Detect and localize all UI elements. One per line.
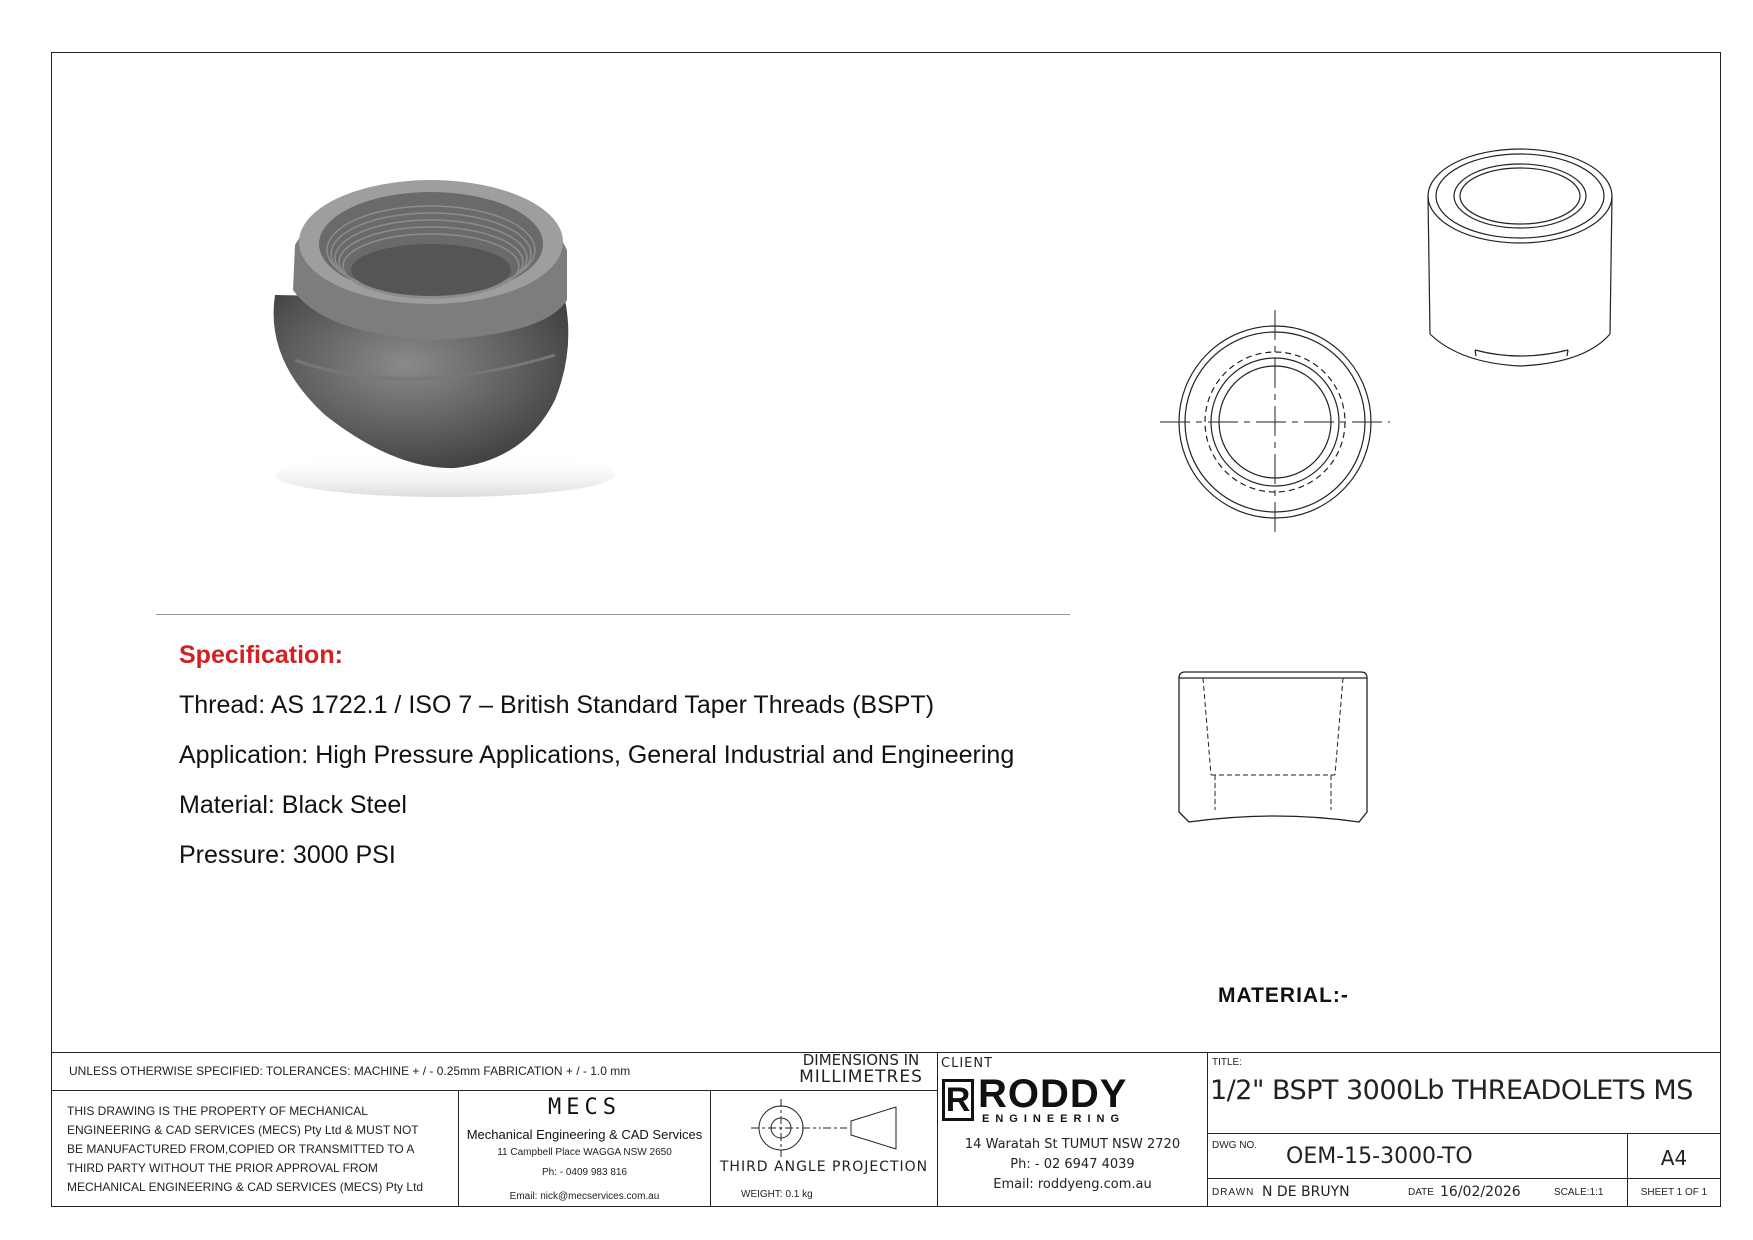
notice-line: ENGINEERING & CAD SERVICES (MECS) Pty Ltd & MUST NOT — [67, 1123, 419, 1137]
projection-label: THIRD ANGLE PROJECTION — [719, 1159, 929, 1175]
sheet-number: SHEET 1 OF 1 — [1640, 1187, 1708, 1198]
mecs-phone: Ph: - 0409 983 816 — [541, 1167, 628, 1178]
sheet-cell — [1627, 1178, 1721, 1207]
client-phone: Ph: - 02 6947 4039 — [1010, 1157, 1135, 1172]
material-label: MATERIAL:- — [1218, 984, 1349, 1007]
mecs-name: Mechanical Engineering & CAD Services — [466, 1127, 703, 1142]
dimensions-line-2: MILLIMETRES — [799, 1067, 923, 1087]
end-view — [1160, 310, 1390, 540]
dwg-number: OEM-15-3000-TO — [1286, 1144, 1473, 1169]
spec-thread: Thread: AS 1722.1 / ISO 7 – British Standard Taper Threads (BSPT) — [179, 691, 935, 719]
notice-line: MECHANICAL ENGINEERING & CAD SERVICES (MECS) Pty Ltd — [67, 1180, 424, 1194]
roddy-logo-mark: R — [942, 1079, 974, 1121]
mecs-email: Email: nick@mecservices.com.au — [509, 1191, 660, 1202]
spec-pressure: Pressure: 3000 PSI — [179, 841, 396, 869]
projection-cell — [710, 1090, 938, 1207]
date-value: 16/02/2026 — [1440, 1184, 1521, 1200]
drawn-by: N DE BRUYN — [1262, 1184, 1350, 1200]
projection-symbol — [751, 1099, 911, 1157]
notice-line: THIRD PARTY WITHOUT THE PRIOR APPROVAL FROM — [67, 1161, 378, 1175]
mecs-logo: MECS — [548, 1095, 621, 1120]
property-notice-cell — [51, 1090, 459, 1207]
dwg-no-cell — [1207, 1133, 1628, 1179]
threadolet-photo — [255, 150, 615, 505]
client-address: 14 Waratah St TUMUT NSW 2720 — [964, 1137, 1181, 1152]
isometric-view — [1420, 138, 1620, 378]
specification-heading: Specification: — [179, 641, 343, 669]
tolerances-text: UNLESS OTHERWISE SPECIFIED: TOLERANCES: MACHINE + / - 0.25mm FABRICATION + / - 1.0 mm — [69, 1064, 631, 1078]
spec-material: Material: Black Steel — [179, 791, 407, 819]
roddy-logo-sub: ENGINEERING — [982, 1113, 1126, 1125]
spec-application: Application: High Pressure Applications, General Industrial and Engineering — [179, 741, 1015, 769]
spec-divider — [156, 614, 1070, 615]
sheet-size: A4 — [1660, 1146, 1688, 1170]
client-email: Email: roddyeng.com.au — [993, 1177, 1152, 1192]
size-cell — [1627, 1133, 1721, 1179]
title-label: TITLE: — [1212, 1057, 1243, 1068]
drawn-label: DRAWN — [1212, 1187, 1255, 1198]
client-cell — [937, 1052, 1208, 1207]
date-label: DATE — [1408, 1187, 1434, 1198]
side-view — [1175, 670, 1375, 840]
title-cell — [1207, 1052, 1721, 1134]
drawing-title: 1/2" BSPT 3000Lb THREADOLETS MS — [1210, 1075, 1693, 1106]
title-block — [51, 1052, 1721, 1207]
dimensions-line-1: DIMENSIONS IN — [802, 1051, 920, 1069]
mecs-cell — [458, 1090, 711, 1207]
weight-label: WEIGHT: 0.1 kg — [741, 1189, 813, 1200]
drawn-cell — [1207, 1178, 1628, 1207]
notice-line: THIS DRAWING IS THE PROPERTY OF MECHANICAL — [67, 1104, 368, 1118]
dwg-label: DWG NO. — [1212, 1140, 1257, 1151]
roddy-logo-text: RODDY — [978, 1072, 1128, 1116]
notice-line: BE MANUFACTURED FROM,COPIED OR TRANSMITTED TO A — [67, 1142, 415, 1156]
mecs-address: 11 Campbell Place WAGGA NSW 2650 — [497, 1147, 672, 1158]
client-label: CLIENT — [941, 1056, 994, 1071]
scale-label: SCALE:1:1 — [1554, 1187, 1604, 1198]
